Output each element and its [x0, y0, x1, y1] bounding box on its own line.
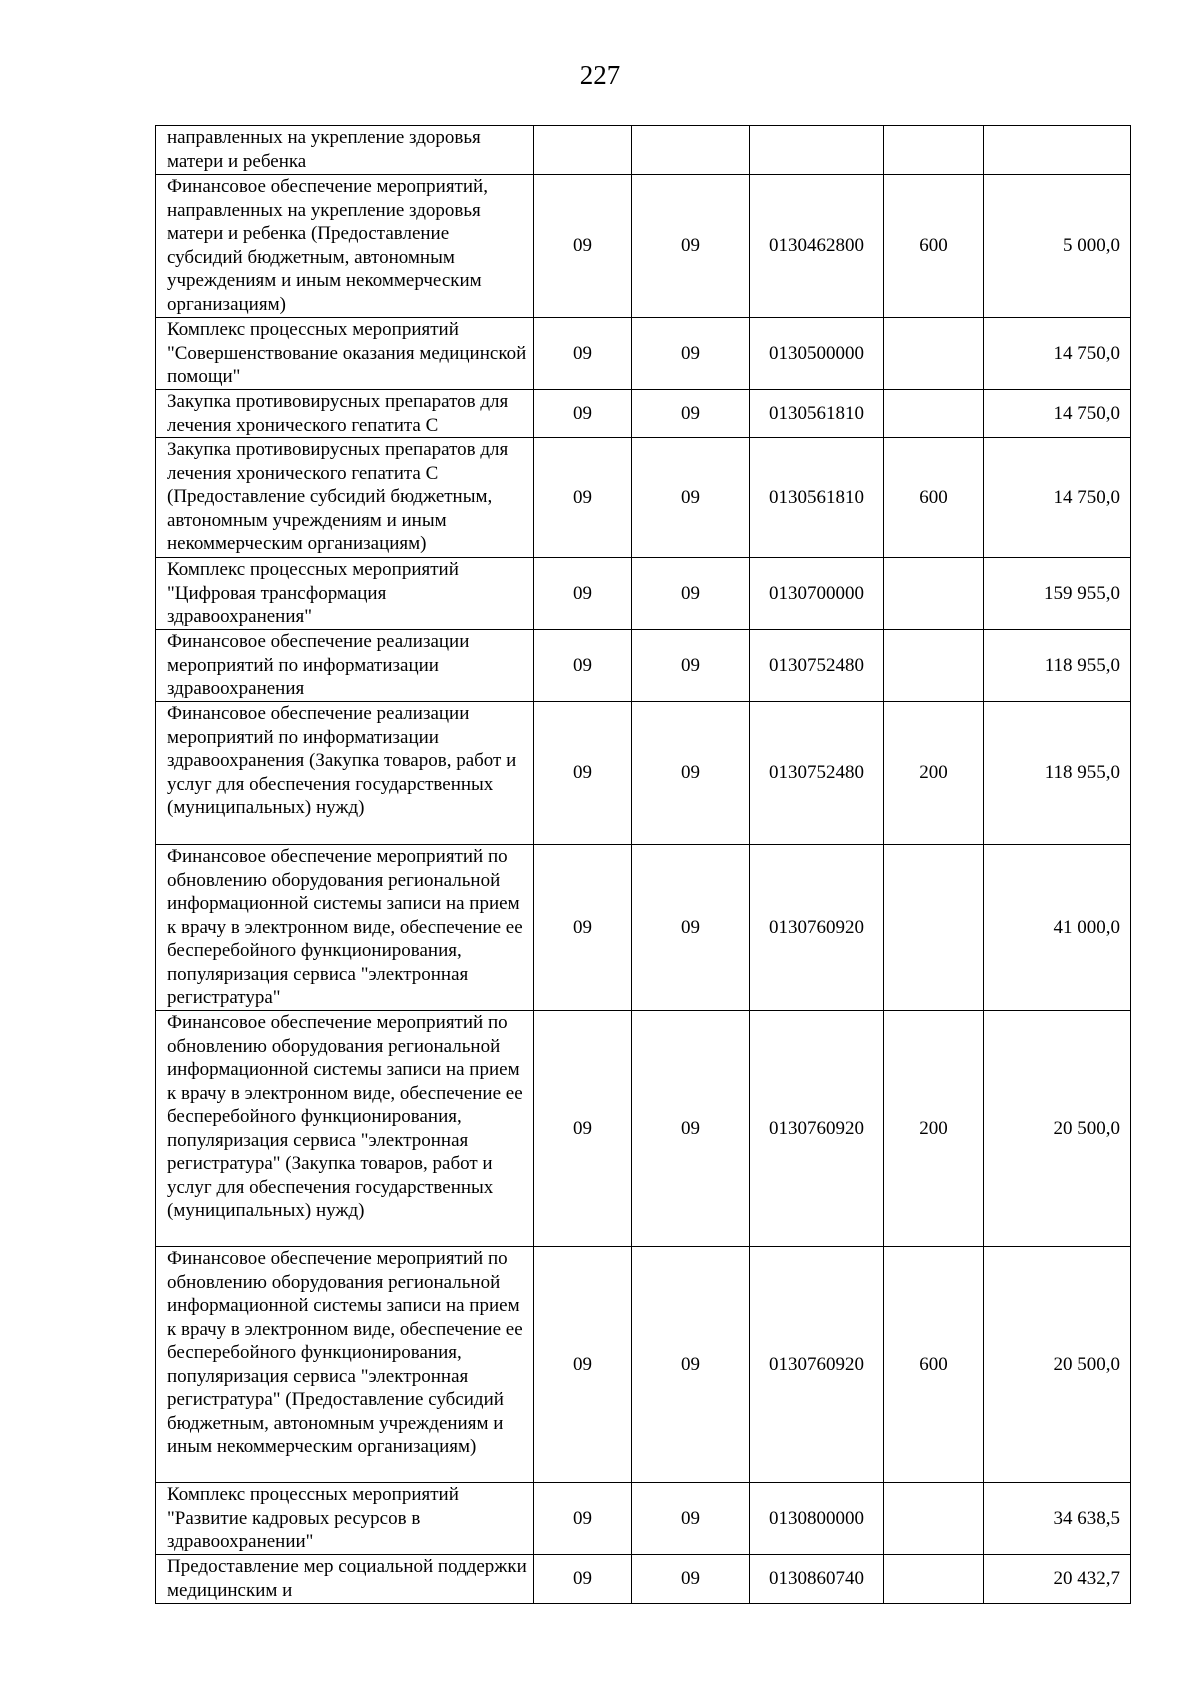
section-code: 09 — [534, 702, 632, 845]
expense-type-code — [884, 318, 984, 390]
subsection-code: 09 — [632, 558, 750, 630]
table-row — [156, 702, 1131, 845]
section-code: 09 — [534, 318, 632, 390]
expense-type-code — [884, 126, 984, 175]
subsection-code: 09 — [632, 175, 750, 318]
row-name: Комплекс процессных мероприятий "Совершенствование оказания медицинской помощи" — [156, 318, 534, 390]
subsection-code: 09 — [632, 845, 750, 1011]
row-name: Комплекс процессных мероприятий "Развитие кадровых ресурсов в здравоохранении" — [156, 1483, 534, 1555]
amount: 14 750,0 — [984, 318, 1131, 390]
row-name: Финансовое обеспечение реализации мероприятий по информатизации здравоохранения — [156, 630, 534, 702]
expense-type-code — [884, 1483, 984, 1555]
amount — [984, 126, 1131, 175]
row-name: Финансовое обеспечение реализации мероприятий по информатизации здравоохранения (Закупка товаров, работ и услуг для обеспечения государственных (муниципальных) нужд) — [156, 702, 534, 845]
subsection-code — [632, 126, 750, 175]
table-row — [156, 390, 1131, 438]
section-code: 09 — [534, 1555, 632, 1604]
row-name: Комплекс процессных мероприятий "Цифровая трансформация здравоохранения" — [156, 558, 534, 630]
expense-type-code — [884, 1555, 984, 1604]
expense-type-code — [884, 390, 984, 438]
expense-type-code — [884, 630, 984, 702]
table-row — [156, 1483, 1131, 1555]
target-article-code: 0130860740 — [750, 1555, 884, 1604]
row-name: Предоставление мер социальной поддержки медицинским и — [156, 1555, 534, 1604]
subsection-code: 09 — [632, 1247, 750, 1483]
row-name: Финансовое обеспечение мероприятий по обновлению оборудования региональной информационной системы записи на прием к врачу в электронном виде, обеспечение ее бесперебойного функционирования, популяризация сервиса "электронная регистратура" (Предоставление субсидий бюджетным, автономным учреждениям и иным некоммерческим организациям) — [156, 1247, 534, 1483]
amount: 41 000,0 — [984, 845, 1131, 1011]
amount: 118 955,0 — [984, 630, 1131, 702]
row-name: Закупка противовирусных препаратов для лечения хронического гепатита С (Предоставление субсидий бюджетным, автономным учреждениям и иным некоммерческим организациям) — [156, 438, 534, 558]
subsection-code: 09 — [632, 438, 750, 558]
section-code: 09 — [534, 1011, 632, 1247]
table-row — [156, 438, 1131, 558]
table-row — [156, 126, 1131, 175]
target-article-code: 0130760920 — [750, 1247, 884, 1483]
target-article-code: 0130752480 — [750, 702, 884, 845]
target-article-code: 0130760920 — [750, 845, 884, 1011]
table-row — [156, 1555, 1131, 1604]
table-row — [156, 1011, 1131, 1247]
expense-type-code: 600 — [884, 175, 984, 318]
target-article-code: 0130760920 — [750, 1011, 884, 1247]
target-article-code: 0130561810 — [750, 438, 884, 558]
section-code: 09 — [534, 845, 632, 1011]
row-name: Финансовое обеспечение мероприятий по обновлению оборудования региональной информационной системы записи на прием к врачу в электронном виде, обеспечение ее бесперебойного функционирования, популяризация сервиса "электронная регистратура" — [156, 845, 534, 1011]
subsection-code: 09 — [632, 630, 750, 702]
section-code: 09 — [534, 558, 632, 630]
section-code: 09 — [534, 1247, 632, 1483]
page-number: 227 — [579, 60, 621, 90]
target-article-code: 0130800000 — [750, 1483, 884, 1555]
table-row — [156, 175, 1131, 318]
expense-type-code: 600 — [884, 1247, 984, 1483]
amount: 20 432,7 — [984, 1555, 1131, 1604]
section-code — [534, 126, 632, 175]
subsection-code: 09 — [632, 318, 750, 390]
table-row — [156, 630, 1131, 702]
expense-type-code: 200 — [884, 702, 984, 845]
expense-type-code — [884, 558, 984, 630]
expense-type-code: 600 — [884, 438, 984, 558]
budget-table — [155, 125, 1131, 1604]
target-article-code: 0130500000 — [750, 318, 884, 390]
table-row — [156, 1247, 1131, 1483]
subsection-code: 09 — [632, 1555, 750, 1604]
target-article-code: 0130561810 — [750, 390, 884, 438]
row-name: направленных на укрепление здоровья матери и ребенка — [156, 126, 534, 175]
section-code: 09 — [534, 630, 632, 702]
target-article-code — [750, 126, 884, 175]
target-article-code: 0130462800 — [750, 175, 884, 318]
target-article-code: 0130752480 — [750, 630, 884, 702]
subsection-code: 09 — [632, 1011, 750, 1247]
amount: 34 638,5 — [984, 1483, 1131, 1555]
amount: 118 955,0 — [984, 702, 1131, 845]
amount: 159 955,0 — [984, 558, 1131, 630]
section-code: 09 — [534, 438, 632, 558]
table-row — [156, 558, 1131, 630]
row-name: Финансовое обеспечение мероприятий по обновлению оборудования региональной информационной системы записи на прием к врачу в электронном виде, обеспечение ее бесперебойного функционирования, популяризация сервиса "электронная регистратура" (Закупка товаров, работ и услуг для обеспечения государственных (муниципальных) нужд) — [156, 1011, 534, 1247]
amount: 5 000,0 — [984, 175, 1131, 318]
target-article-code: 0130700000 — [750, 558, 884, 630]
subsection-code: 09 — [632, 1483, 750, 1555]
amount: 20 500,0 — [984, 1247, 1131, 1483]
expense-type-code: 200 — [884, 1011, 984, 1247]
table-row — [156, 318, 1131, 390]
table-row — [156, 845, 1131, 1011]
section-code: 09 — [534, 175, 632, 318]
amount: 20 500,0 — [984, 1011, 1131, 1247]
amount: 14 750,0 — [984, 438, 1131, 558]
expense-type-code — [884, 845, 984, 1011]
section-code: 09 — [534, 390, 632, 438]
amount: 14 750,0 — [984, 390, 1131, 438]
subsection-code: 09 — [632, 390, 750, 438]
section-code: 09 — [534, 1483, 632, 1555]
row-name: Закупка противовирусных препаратов для лечения хронического гепатита С — [156, 390, 534, 438]
subsection-code: 09 — [632, 702, 750, 845]
row-name: Финансовое обеспечение мероприятий, направленных на укрепление здоровья матери и ребенка (Предоставление субсидий бюджетным, автономным учреждениям и иным некоммерческим организациям) — [156, 175, 534, 318]
